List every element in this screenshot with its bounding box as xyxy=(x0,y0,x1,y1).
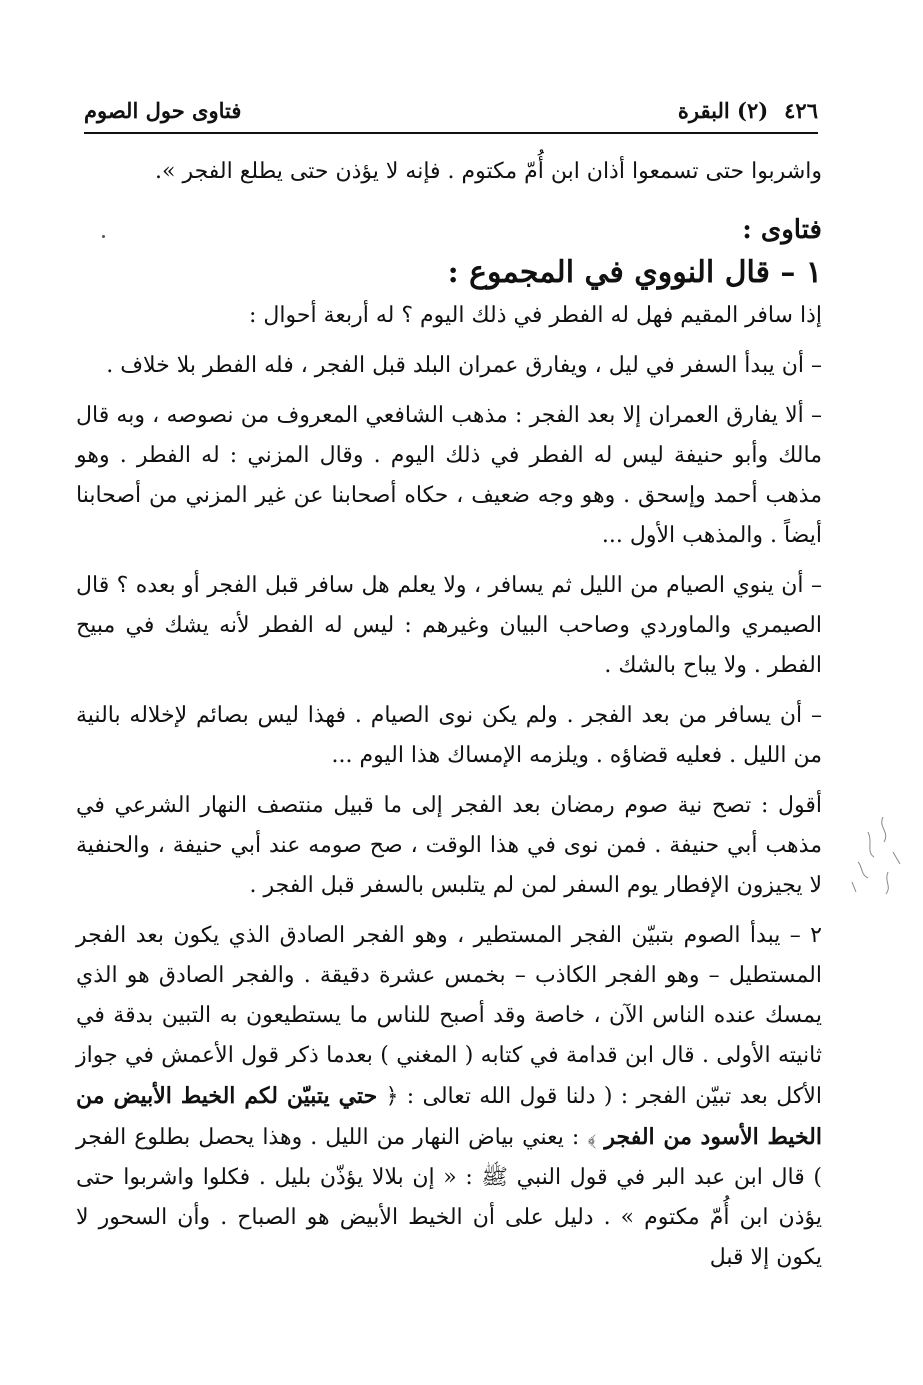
nawawi-heading: ١ – قال النووي في المجموع : xyxy=(447,255,822,290)
case-3-paragraph: – أن ينوي الصيام من الليل ثم يسافر ، ولا يعلم هل سافر قبل الفجر أو بعده ؟ قال الصيمري والماوردي وصاحب البيان وغيرهم : ليس له الفطر لأنه يشك في مبيح الفطر . ولا يباح بالشك . xyxy=(76,573,822,678)
quran-verse: حتي يتبيّن لكم الخيط الأبيض من الخيط الأسود من الفجر xyxy=(76,1083,822,1150)
handwritten-margin-mark xyxy=(838,812,908,902)
intro-line: واشربوا حتى تسمعوا أذان ابن أُمّ مكتوم . فإنه لا يؤذن حتى يطلع الفجر ». xyxy=(155,159,822,184)
aqul-paragraph: أقول : تصح نية صوم رمضان بعد الفجر إلى ما قبيل منتصف النهار الشرعي في مذهب أبي حنيفة . فمن نوى في هذا الوقت ، صح صومه عند أبي حنيفة ، والحنفية لا يجيزون الإفطار يوم السفر لمن لم يتلبس بالسفر قبل الفجر . xyxy=(76,793,822,898)
book-title: فتاوى حول الصوم xyxy=(84,98,242,123)
case-4-paragraph: – أن يسافر من بعد الفجر . ولم يكن نوى الصيام . فهذا ليس بصائم لإخلاله بالنية من الليل . فعليه قضاؤه . ويلزمه الإمساك هذا اليوم ... xyxy=(76,703,822,768)
chapter-name: (٢) البقرة xyxy=(677,98,769,123)
page-header-right xyxy=(662,98,818,123)
section-2-text-b: ﴾ : يعني بياض النهار من الليل . وهذا يحصل بطلوع الفجر ) قال ابن عبد البر في قول النبي ﷺ : « إن بلالا يؤذّن بليل . فكلوا واشربوا حتى يؤذن ابن أُمّ مكتوم » . دليل على أن الخيط الأبيض هو الصباح . وأن السحور لا يكون إلا قبل xyxy=(76,1125,822,1270)
case-1-paragraph: – أن يبدأ السفر في ليل ، ويفارق عمران البلد قبل الفجر ، فله الفطر بلا خلاف . xyxy=(106,353,822,378)
question-paragraph: إذا سافر المقيم فهل له الفطر في ذلك اليوم ؟ له أربعة أحوال : xyxy=(249,303,822,328)
running-header xyxy=(84,92,818,134)
case-2-paragraph: – ألا يفارق العمران إلا بعد الفجر : مذهب الشافعي المعروف من نصوصه ، وبه قال مالك وأبو حنيفة ليس له الفطر في ذلك اليوم . وقال المزني : له الفطر . وهو مذهب أحمد وإسحق . وهو وجه ضعيف ، حكاه أصحابنا عن غير المزني من أصحابنا أيضاً . والمذهب الأول ... xyxy=(76,403,822,548)
fatawa-heading: فتاوى : xyxy=(742,215,822,245)
section-2-text-a: ٢ – يبدأ الصوم بتبيّن الفجر المستطير ، وهو الفجر الصادق الذي يكون بعد الفجر المستطيل – وهو الفجر الكاذب – بخمس عشرة دقيقة . والفجر الصادق هو الذي يمسك عنده الناس الآن ، خاصة وقد أصبح للناس ما يستطيعون به التبين بدقة في ثانيته الأولى . قال ابن قدامة في كتابه ( المغني ) بعدما ذكر قول الأعمش في جواز الأكل بعد تبيّن الفجر : ( دلنا قول الله تعالى : ﴿ xyxy=(76,923,823,1109)
page-number: ٤٢٦ xyxy=(784,98,818,123)
page-body xyxy=(76,152,822,1278)
section-2-paragraph xyxy=(76,916,822,1278)
